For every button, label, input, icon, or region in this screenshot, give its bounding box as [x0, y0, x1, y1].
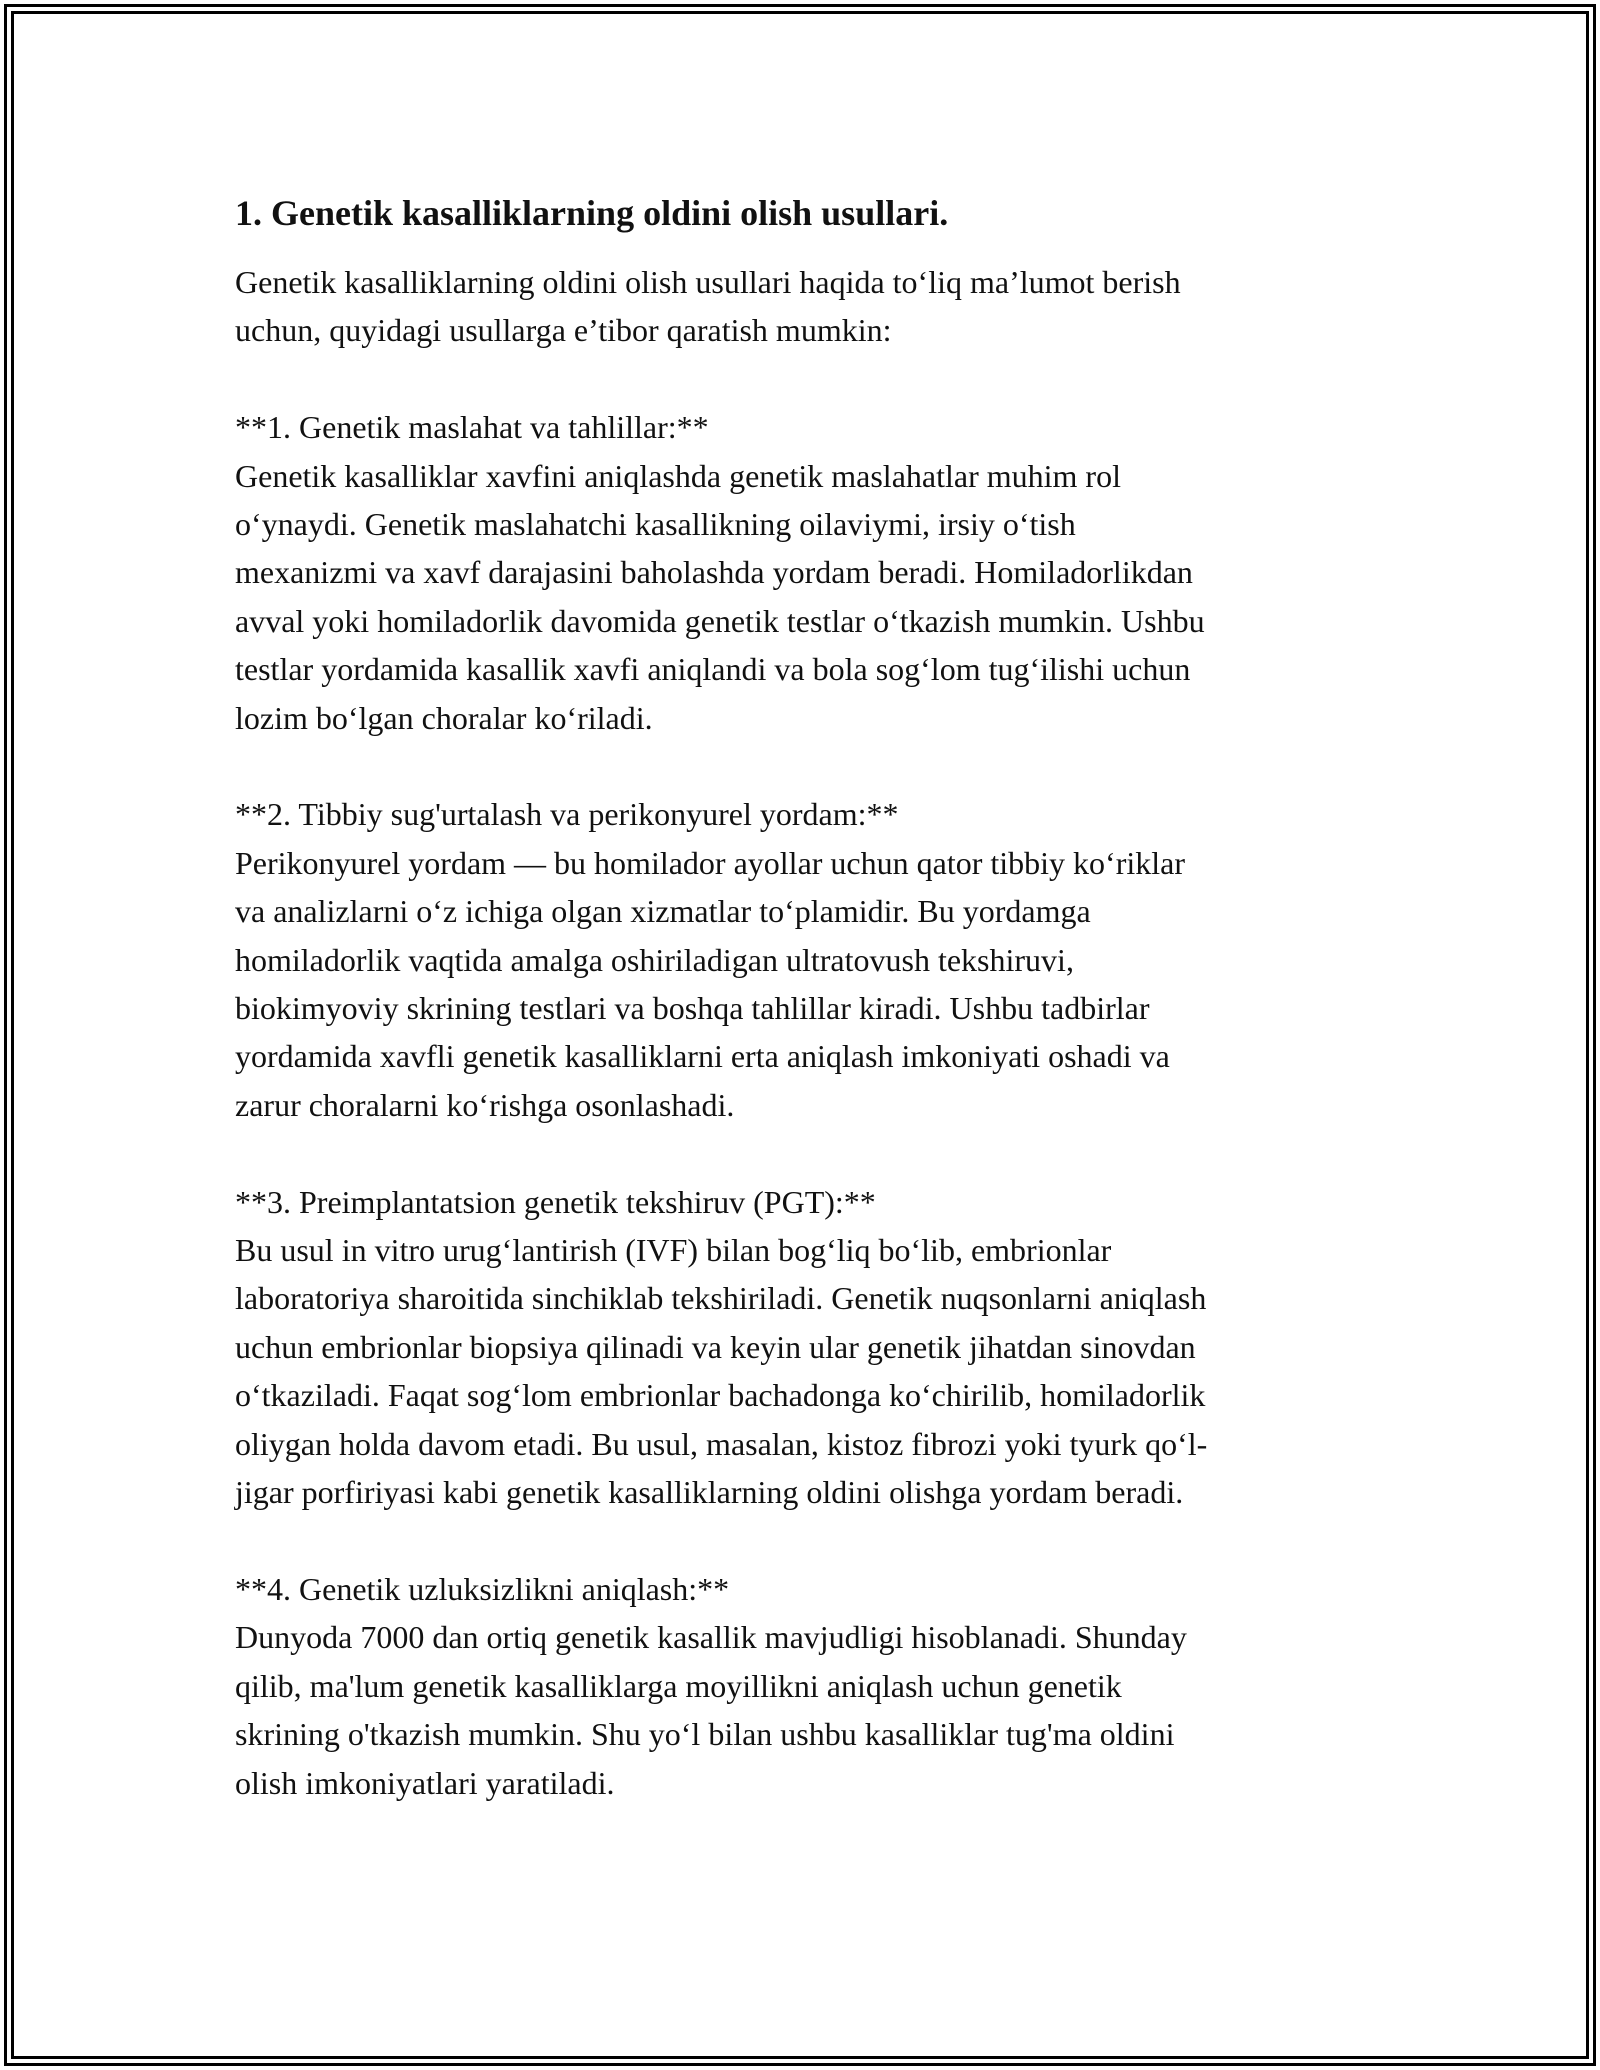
section-genetic-counseling [235, 403, 1360, 742]
paragraph-gap [235, 742, 1360, 790]
section-body: Bu usul in vitro urug‘lantirish (IVF) bilan bog‘liq bo‘lib, embrionlar laboratoriya sharoitida sinchiklab tekshiriladi. Genetik nuqsonlarni aniqlash uchun embrionlar biopsiya qilinadi va keyin ular genetik jihatdan sinovdan o‘tkaziladi. Faqat sog‘lom embrionlar bachadonga ko‘chirilib, homiladorlik oliygan holda davom etadi. Bu usul, masalan, kistoz fibrozi yoki tyurk qo‘l- jigar porfiriyasi kabi genetik kasalliklarning oldini olishga yordam beradi. [235, 1232, 1208, 1511]
section-genetic-screening [235, 1565, 1360, 1807]
paragraph-gap [235, 355, 1360, 403]
section-heading: **2. Tibbiy sug'urtalash va perikonyurel yordam:** [235, 796, 899, 833]
section-body: Perikonyurel yordam — bu homilador ayollar uchun qator tibbiy ko‘riklar va analizlarni o‘z ichiga olgan xizmatlar to‘plamidir. Bu yordamga homiladorlik vaqtida amalga oshiriladigan ultratovush tekshiruvi, biokimyoviy skrining testlari va boshqa tahlillar kiradi. Ushbu tadbirlar yordamida xavfli genetik kasalliklarni erta aniqlash imkoniyati oshadi va zarur choralarni ko‘rishga osonlashadi. [235, 844, 1185, 1123]
section-perinatal-care [235, 790, 1360, 1129]
document-title: 1. Genetik kasalliklarning oldini olish usullari. [235, 193, 949, 233]
section-pgt [235, 1178, 1360, 1517]
section-heading: **3. Preimplantatsion genetik tekshiruv (PGT):** [235, 1183, 876, 1220]
paragraph-gap [235, 1129, 1360, 1177]
intro-paragraph: Genetik kasalliklarning oldini olish usullari haqida to‘liq ma’lumot berish uchun, quyidagi usullarga e’tibor qaratish mumkin: [235, 264, 1181, 349]
section-body: Genetik kasalliklar xavfini aniqlashda genetik maslahatlar muhim rol o‘ynaydi. Genetik maslahatchi kasallikning oilaviymi, irsiy o‘tish mexanizmi va xavf darajasini baholashda yordam beradi. Homiladorlikdan avval yoki homiladorlik davomida genetik testlar o‘tkazish mumkin. Ushbu testlar yordamida kasallik xavfi aniqlandi va bola sog‘lom tug‘ilishi uchun lozim bo‘lgan choralar ko‘riladi. [235, 457, 1205, 736]
section-heading: **1. Genetik maslahat va tahlillar:** [235, 409, 709, 446]
document-body [235, 188, 1360, 1807]
paragraph-gap [235, 1517, 1360, 1565]
section-body: Dunyoda 7000 dan ortiq genetik kasallik mavjudligi hisoblanadi. Shunday qilib, ma'lum genetik kasalliklarga moyillikni aniqlash uchun genetik skrining o'tkazish mumkin. Shu yo‘l bilan ushbu kasalliklar tug'ma oldini olish imkoniyatlari yaratiladi. [235, 1619, 1187, 1801]
section-heading: **4. Genetik uzluksizlikni aniqlash:** [235, 1570, 730, 1607]
